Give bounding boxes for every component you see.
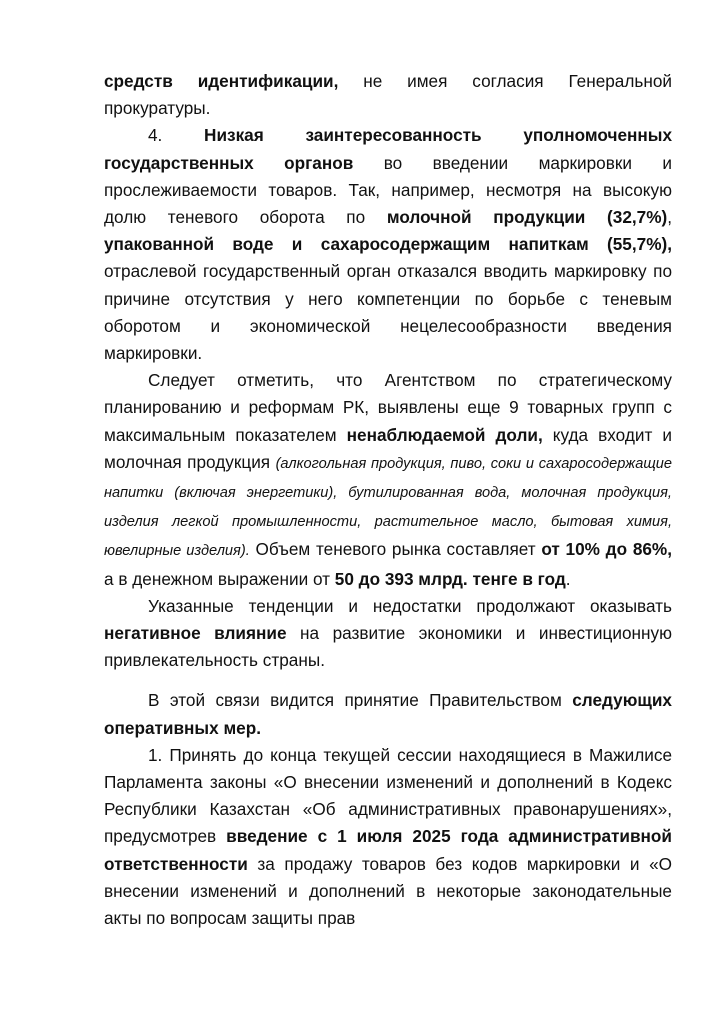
text-run: В этой связи видится принятие Правительством	[148, 690, 573, 711]
text-run: а в денежном выражении от	[104, 568, 335, 589]
bold-text: упакованной воде и сахаросодержащим напиткам (55,7%),	[104, 234, 672, 255]
text-run: .	[565, 568, 571, 589]
bold-text: средств идентификации,	[104, 71, 339, 91]
paragraph-identification	[104, 68, 672, 122]
list-number: 4.	[148, 125, 205, 146]
text-run: куда входит и молочная продукция	[104, 424, 672, 472]
paragraph-measure-1	[104, 742, 672, 932]
bold-text: следующих оперативных мер.	[104, 690, 672, 738]
text-run: ,	[667, 207, 672, 228]
bold-text: 50 до 393 млрд. тенге в год	[334, 568, 566, 589]
italic-product-list: (алкогольная продукция, пиво, соки и сахаросодержащие напитки (включая энергетики), бутилированная вода, молочная продукция, изделия легкой промышленности, растительное масло, бытовая химия, ювелирные изделия).	[104, 455, 672, 560]
bold-text: Низкая заинтересованность уполномоченных государственных органов	[104, 125, 673, 173]
text-run: не имея согласия Генеральной прокуратуры.	[104, 71, 673, 119]
paragraph-point-4	[104, 122, 672, 367]
text-run: отраслевой государственный орган отказался вводить маркировку по причине отсутствия у него компетенции по борьбе с теневым оборотом и экономической нецелесообразности введения маркировки.	[104, 261, 672, 364]
text-run: во введении маркировки и прослеживаемости товаров. Так, например, несмотря на высокую долю теневого оборота по	[104, 152, 673, 228]
document-page	[104, 68, 672, 932]
bold-text: введение с 1 июля 2025 года административной ответственности	[104, 826, 672, 874]
paragraph-measures-intro	[104, 687, 672, 741]
paragraph-negative-impact	[104, 593, 672, 675]
text-run: на развитие экономики и инвестиционную привлекательность страны.	[104, 623, 673, 671]
text-run: Объем теневого рынка составляет	[249, 539, 542, 560]
bold-text: молочной продукции (32,7%)	[386, 207, 668, 228]
bold-text: от 10% до 86%,	[541, 539, 672, 560]
text-run: 1. Принять до конца текущей сессии находящиеся в Мажилисе Парламента законы «О внесении изменений и дополнений в Кодекс Республики Казахстан «Об административных правонарушениях», предусмотрев	[104, 744, 672, 847]
text-run: за продажу товаров без кодов маркировки и «О внесении изменений и дополнений в некоторые законодательные акты по вопросам защиты прав	[104, 853, 672, 929]
bold-text: негативное влияние	[104, 623, 287, 644]
text-run: Следует отметить, что Агентством по стратегическому планированию и реформам РК, выявлены еще 9 товарных групп с максимальным показателем	[104, 370, 672, 445]
bold-text: ненаблюдаемой доли,	[346, 424, 543, 445]
text-run: Указанные тенденции и недостатки продолжают оказывать	[148, 595, 672, 616]
paragraph-agency-findings	[104, 367, 672, 593]
